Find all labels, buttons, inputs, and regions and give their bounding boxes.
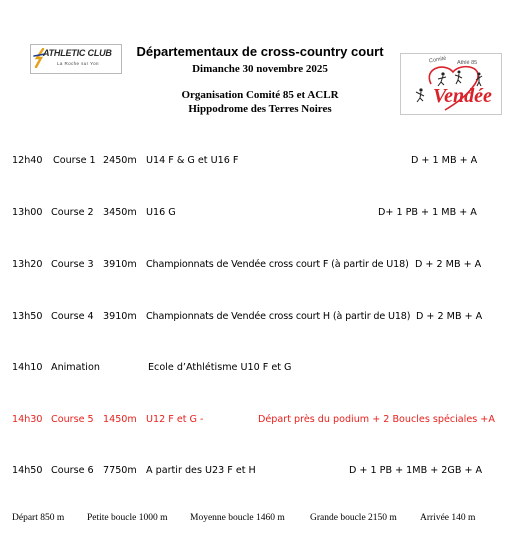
event-date: Dimanche 30 novembre 2025 xyxy=(192,63,328,75)
row-officials: D + 1 MB + A xyxy=(411,155,478,166)
row-time: 14h50 xyxy=(12,465,43,476)
page-title: Départementaux de cross-country court xyxy=(136,44,384,59)
row-officials: D + 1 PB + 1MB + 2GB + A xyxy=(349,465,483,476)
schedule-row-highlighted xyxy=(0,414,508,428)
row-course: Course 5 xyxy=(51,414,94,425)
venue-line: Hippodrome des Terres Noires xyxy=(188,103,332,115)
organisation-line: Organisation Comité 85 et ACLR xyxy=(181,89,339,101)
club-logo-tagline: La Roche sur Yon xyxy=(57,61,99,66)
footer-moyenne-boucle: Moyenne boucle 1460 m xyxy=(190,513,285,523)
row-time: 13h00 xyxy=(12,207,43,218)
footer-arrivee: Arrivée 140 m xyxy=(420,513,476,523)
row-category: A partir des U23 F et H xyxy=(146,465,256,476)
footer-petite-boucle: Petite boucle 1000 m xyxy=(87,513,168,523)
row-time: 12h40 xyxy=(12,155,43,166)
course-distances-footer xyxy=(0,513,508,527)
row-officials: Départ près du podium + 2 Boucles spéciales +A xyxy=(258,414,495,425)
row-course: Course 1 xyxy=(53,155,96,166)
row-distance: 7750m xyxy=(103,465,137,476)
row-distance: 3910m xyxy=(103,259,137,270)
schedule-row xyxy=(0,362,508,376)
vendee-logo-name: Vendée xyxy=(433,85,492,107)
row-course: Course 3 xyxy=(51,259,94,270)
footer-depart: Départ 850 m xyxy=(12,513,65,523)
row-time: 14h30 xyxy=(12,414,43,425)
schedule-row xyxy=(0,207,508,221)
schedule-row xyxy=(0,311,508,325)
schedule-row xyxy=(0,259,508,273)
vendee-logo-comite: Comité xyxy=(428,55,447,65)
row-course: Animation xyxy=(51,362,100,373)
row-officials: D + 2 MB + A xyxy=(416,311,483,322)
row-time: 13h50 xyxy=(12,311,43,322)
vendee-logo xyxy=(400,53,502,115)
row-category: U12 F et G - xyxy=(146,414,204,425)
row-time: 13h20 xyxy=(12,259,43,270)
row-time: 14h10 xyxy=(12,362,43,373)
row-distance: 1450m xyxy=(103,414,137,425)
row-category: U14 F & G et U16 F xyxy=(146,155,239,166)
row-course: Course 4 xyxy=(51,311,94,322)
row-course: Course 2 xyxy=(51,207,94,218)
footer-grande-boucle: Grande boucle 2150 m xyxy=(310,513,397,523)
row-course: Course 6 xyxy=(51,465,94,476)
row-category: Championnats de Vendée cross court F (à partir de U18) xyxy=(146,259,409,270)
row-officials: D + 2 MB + A xyxy=(415,259,482,270)
row-officials: D+ 1 PB + 1 MB + A xyxy=(378,207,477,218)
schedule-row xyxy=(0,155,508,169)
athletic-club-logo xyxy=(30,44,122,74)
row-distance: 3910m xyxy=(103,311,137,322)
row-distance: 2450m xyxy=(103,155,137,166)
vendee-logo-athle: Athlé 85 xyxy=(457,60,478,66)
club-logo-text: ATHLETIC CLUB xyxy=(43,48,112,58)
row-category: Championnats de Vendée cross court H (à partir de U18) xyxy=(146,311,411,322)
schedule-row xyxy=(0,465,508,479)
row-category: U16 G xyxy=(146,207,176,218)
row-category: Ecole d’Athlétisme U10 F et G xyxy=(148,362,292,373)
row-distance: 3450m xyxy=(103,207,137,218)
